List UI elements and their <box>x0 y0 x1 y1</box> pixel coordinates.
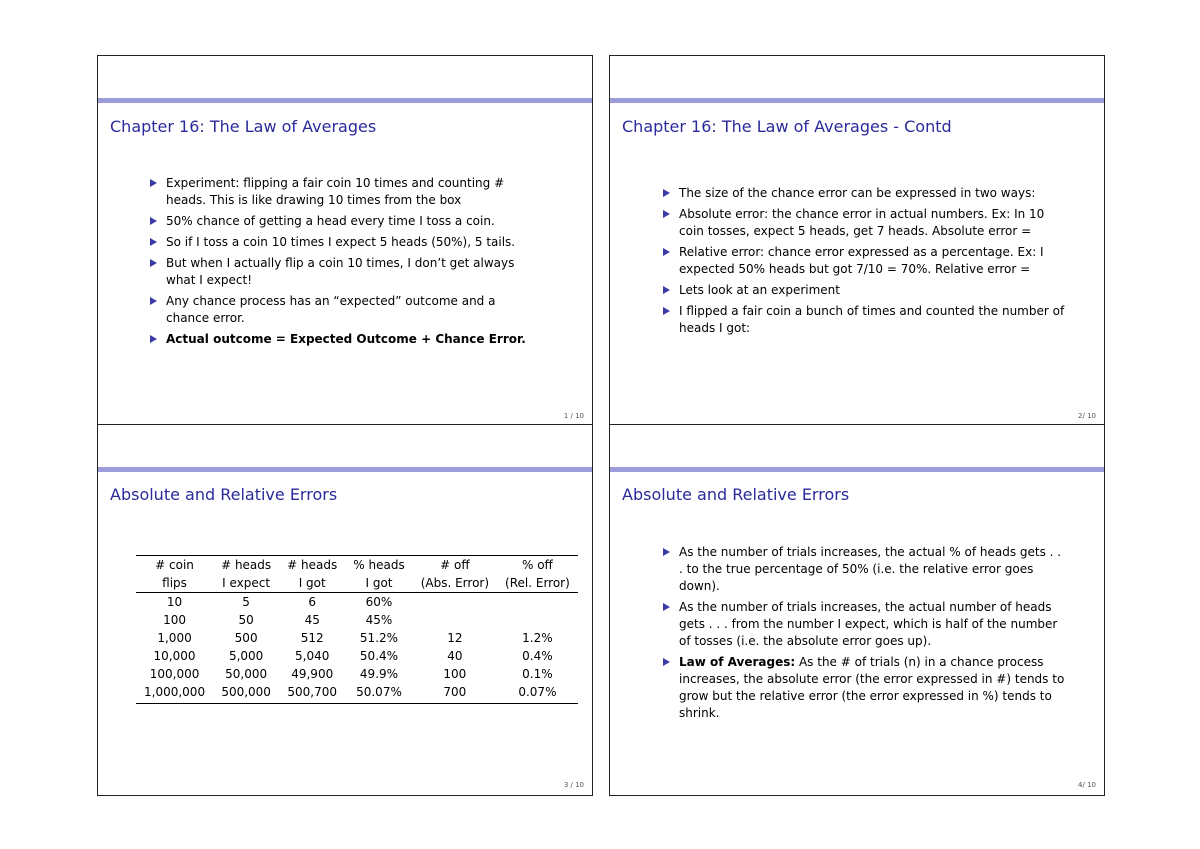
table-cell: 1,000,000 <box>136 683 213 704</box>
table-cell: 6 <box>308 595 317 609</box>
table-cell: 500,000 <box>213 683 279 704</box>
table-row <box>136 629 578 647</box>
list-item-text: Relative error: chance error expressed as a percentage. Ex: I expected 50% heads but got 7/10 = 70%. Relative error = <box>679 245 1044 276</box>
table-cell: 100 <box>443 667 467 681</box>
table-cell: 49,900 <box>291 667 334 681</box>
table-cell: 49.9% <box>359 667 399 681</box>
table-cell: 0.07% <box>497 683 578 704</box>
list-item-text: As the number of trials increases, the actual number of heads gets . . . from the number I expect, which is half of the number of tosses (i.e. the absolute error goes up). <box>679 600 1058 648</box>
list-item-text: As the # of trials (n) in a chance process increases, the absolute error (the error expressed in #) tends to grow but the relative error (the error expressed in %) tends to shrink. <box>679 655 1065 720</box>
slide-title: Chapter 16: The Law of Averages <box>110 117 377 136</box>
table-row <box>136 665 578 683</box>
table-cell: 700 <box>413 683 497 704</box>
table-cell <box>497 593 578 612</box>
list-item-text: Any chance process has an “expected” outcome and a chance error. <box>166 294 496 325</box>
slide-4 <box>609 424 1105 796</box>
slide-3 <box>97 424 593 796</box>
table-cell: 60% <box>365 595 393 609</box>
list-item <box>150 234 535 251</box>
table-row <box>136 611 578 629</box>
table-row <box>136 647 578 665</box>
table-cell: 500 <box>234 631 258 645</box>
table-cell: 51.2% <box>359 631 399 645</box>
column-header: # coin <box>136 556 213 575</box>
bullet-triangle-icon <box>663 548 670 556</box>
list-item-text: Experiment: flipping a fair coin 10 times and counting # heads. This is like drawing 10 times from the box <box>166 176 505 207</box>
table-header-row <box>136 556 578 575</box>
slide-1 <box>97 55 593 428</box>
table-cell <box>413 593 497 612</box>
table-cell: 500,700 <box>279 683 345 704</box>
bullet-triangle-icon <box>150 335 157 343</box>
bullet-triangle-icon <box>663 658 670 666</box>
list-item <box>663 206 1068 240</box>
list-item <box>150 213 535 230</box>
table-cell: 45% <box>365 613 393 627</box>
bullet-triangle-icon <box>663 189 670 197</box>
list-item-text: Lets look at an experiment <box>679 283 840 297</box>
table-cell: 45 <box>304 613 320 627</box>
bullet-list <box>150 175 535 352</box>
list-item <box>150 255 535 289</box>
list-item-text: Actual outcome = Expected Outcome + Chance Error. <box>166 332 526 346</box>
bullet-triangle-icon <box>150 238 157 246</box>
table-cell: 12 <box>447 631 463 645</box>
table-cell: 10,000 <box>153 649 196 663</box>
slide-title: Chapter 16: The Law of Averages - Contd <box>622 117 952 136</box>
list-item <box>663 544 1068 595</box>
slide-title: Absolute and Relative Errors <box>622 485 850 504</box>
table-cell: 50,000 <box>225 667 268 681</box>
list-item <box>150 175 535 209</box>
page-number: 1 / 10 <box>563 412 584 420</box>
table-cell: 0.1% <box>522 667 553 681</box>
column-header: % off <box>497 556 578 575</box>
column-header: # off <box>413 556 497 575</box>
table-cell: 50.07% <box>345 683 412 704</box>
table-cell: 1,000 <box>157 631 192 645</box>
table-row <box>136 593 578 612</box>
column-header: % heads <box>345 556 412 575</box>
page-number: 4/ 10 <box>1078 781 1096 789</box>
table-cell: 50.4% <box>359 649 399 663</box>
slide-header-bar <box>98 467 592 472</box>
slide-header-bar <box>98 98 592 103</box>
bullet-triangle-icon <box>663 286 670 294</box>
list-item <box>150 331 535 348</box>
table-cell: 5 <box>242 595 250 609</box>
column-header: # heads <box>279 556 345 575</box>
bullet-triangle-icon <box>663 603 670 611</box>
column-header: I expect <box>213 574 279 593</box>
column-header: # heads <box>213 556 279 575</box>
bullet-triangle-icon <box>150 259 157 267</box>
list-item-text: But when I actually flip a coin 10 times, I don’t get always what I expect! <box>166 256 515 287</box>
bullet-list <box>663 544 1068 726</box>
list-item <box>663 282 1068 299</box>
slide-header-bar <box>610 467 1104 472</box>
list-item <box>663 303 1068 337</box>
list-item <box>663 244 1068 278</box>
slide-header-bar <box>610 98 1104 103</box>
list-item-text: The size of the chance error can be expressed in two ways: <box>679 186 1036 200</box>
column-header: flips <box>136 574 213 593</box>
table-cell: 50 <box>238 613 254 627</box>
table-cell: 5,000 <box>228 649 264 663</box>
list-item <box>663 599 1068 650</box>
bullet-triangle-icon <box>150 179 157 187</box>
list-item-bold-text: Law of Averages: <box>679 655 796 669</box>
list-item <box>663 654 1068 722</box>
table-cell: 100,000 <box>149 667 200 681</box>
table-header-row <box>136 574 578 593</box>
table-cell: 5,040 <box>295 649 330 663</box>
table-cell: 512 <box>300 631 324 645</box>
table-cell: 1.2% <box>522 631 553 645</box>
table-cell: 40 <box>447 649 463 663</box>
table-cell: 10 <box>166 595 183 609</box>
slide-2 <box>609 55 1105 428</box>
bullet-triangle-icon <box>663 307 670 315</box>
column-header: I got <box>279 574 345 593</box>
table-cell <box>497 611 578 629</box>
error-table <box>136 555 578 704</box>
page-number: 3 / 10 <box>563 781 584 789</box>
page-number: 2/ 10 <box>1078 412 1096 420</box>
list-item <box>663 185 1068 202</box>
table-cell: 100 <box>163 613 186 627</box>
list-item <box>150 293 535 327</box>
bullet-triangle-icon <box>150 297 157 305</box>
table-cell <box>413 611 497 629</box>
bullet-triangle-icon <box>150 217 157 225</box>
column-header: (Rel. Error) <box>497 574 578 593</box>
list-item-text: 50% chance of getting a head every time I toss a coin. <box>166 214 495 228</box>
table-row <box>136 683 578 704</box>
bullet-list <box>663 185 1068 341</box>
table-cell: 0.4% <box>522 649 553 663</box>
column-header: (Abs. Error) <box>413 574 497 593</box>
list-item-text: Absolute error: the chance error in actual numbers. Ex: In 10 coin tosses, expect 5 heads, get 7 heads. Absolute error = <box>679 207 1045 238</box>
list-item-text: As the number of trials increases, the actual % of heads gets . . . to the true percentage of 50% (i.e. the relative error goes down). <box>679 545 1062 593</box>
slide-title: Absolute and Relative Errors <box>110 485 338 504</box>
list-item-text: So if I toss a coin 10 times I expect 5 heads (50%), 5 tails. <box>166 235 516 249</box>
bullet-triangle-icon <box>663 210 670 218</box>
bullet-triangle-icon <box>663 248 670 256</box>
column-header: I got <box>345 574 412 593</box>
list-item-text: I flipped a fair coin a bunch of times and counted the number of heads I got: <box>679 304 1065 335</box>
